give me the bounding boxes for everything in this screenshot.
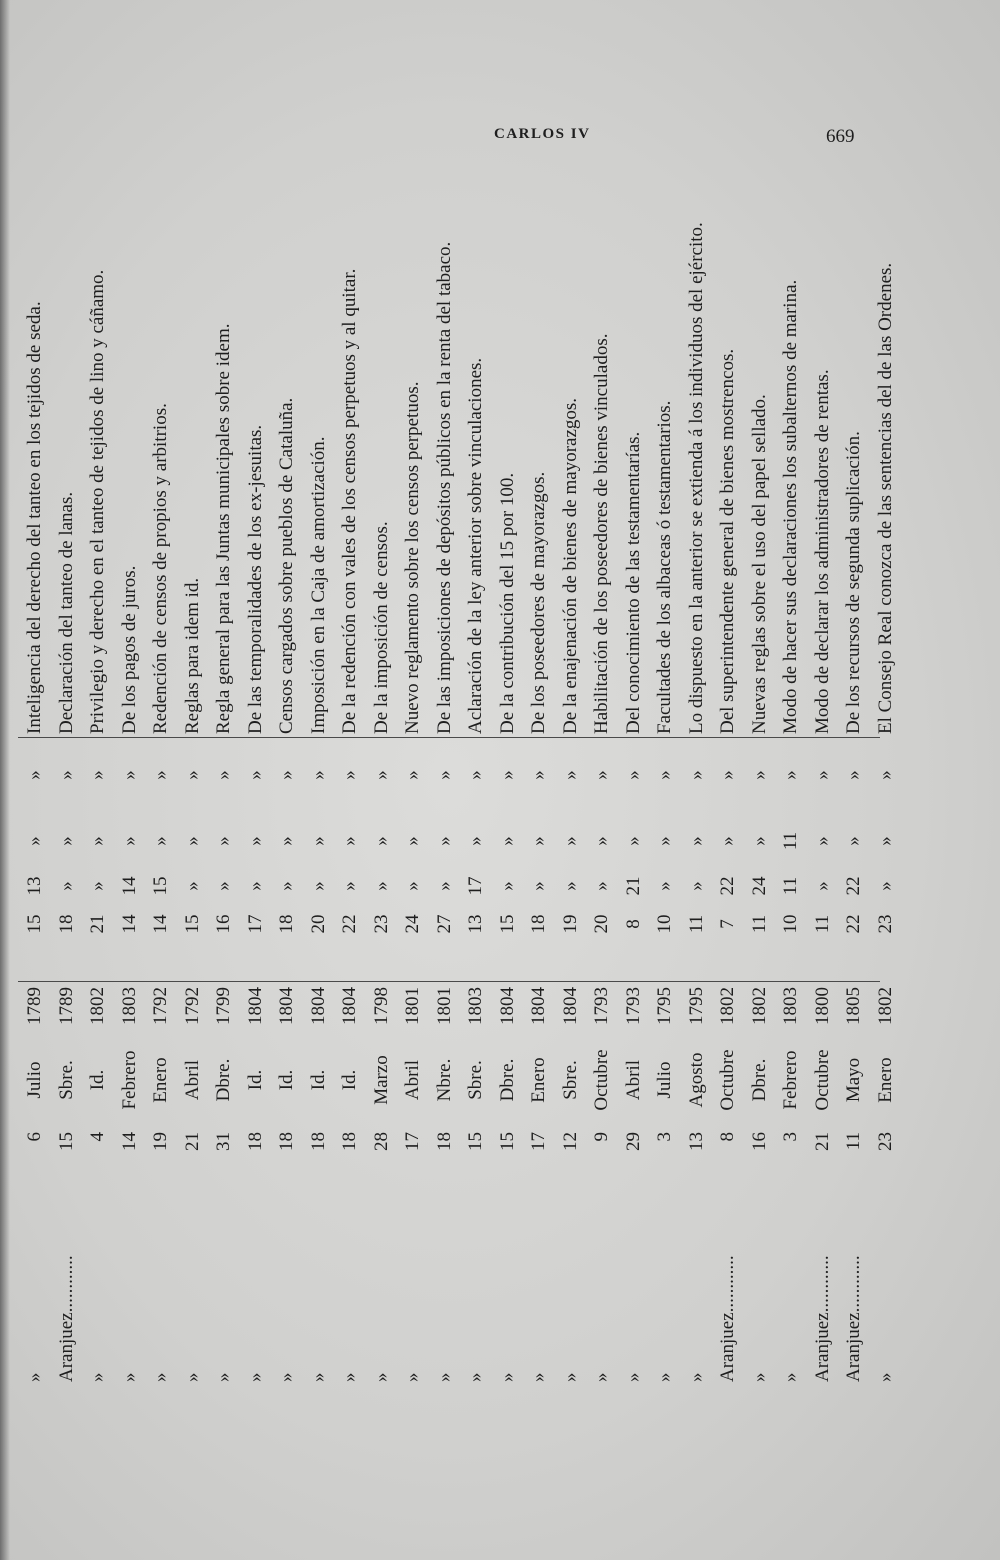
cell-subject: Del superintendente general de bienes mostrencos. bbox=[717, 348, 738, 734]
cell-nota: » bbox=[150, 770, 171, 780]
cell-nota: » bbox=[339, 770, 360, 780]
cell-year: 1801 bbox=[402, 987, 423, 1025]
cell-year: 1795 bbox=[685, 987, 707, 1025]
cell-ley: 13 bbox=[465, 914, 486, 934]
cell-nota: » bbox=[811, 770, 833, 780]
cell-place: Aranjuez............ bbox=[811, 1255, 833, 1382]
cell-ley: 15 bbox=[24, 914, 45, 934]
cell-year: 1804 bbox=[307, 987, 329, 1025]
table-row bbox=[806, 0, 840, 1560]
cell-ley: 11 bbox=[685, 914, 707, 934]
cell-month: Sbre. bbox=[465, 1060, 486, 1100]
cell-lib: » bbox=[811, 836, 833, 846]
cell-month: Octubre bbox=[591, 1049, 612, 1111]
cell-lib: » bbox=[496, 836, 518, 846]
cell-tit: 21 bbox=[622, 876, 644, 896]
cell-tit: » bbox=[559, 881, 581, 891]
cell-tit: » bbox=[55, 881, 77, 891]
cell-lib: » bbox=[370, 836, 392, 846]
cell-month: Febrero bbox=[118, 1050, 140, 1110]
table-row bbox=[333, 0, 367, 1560]
cell-ley: 19 bbox=[559, 914, 581, 934]
cell-place: » bbox=[213, 1372, 234, 1382]
cell-place: » bbox=[181, 1372, 203, 1382]
table-row bbox=[270, 0, 304, 1560]
cell-subject: Lo dispuesto en la anterior se extienda á los individuos del ejército. bbox=[685, 222, 707, 734]
cell-lib: » bbox=[87, 836, 108, 846]
page-number: 669 bbox=[826, 126, 855, 147]
cell-tit: » bbox=[528, 881, 549, 891]
cell-day: 18 bbox=[307, 1132, 329, 1151]
cell-year: 1804 bbox=[244, 987, 266, 1025]
cell-day: 21 bbox=[181, 1132, 203, 1151]
table-row bbox=[869, 0, 903, 1560]
cell-year: 1802 bbox=[87, 987, 108, 1025]
cell-lib: » bbox=[339, 836, 360, 846]
table-row bbox=[18, 0, 52, 1560]
cell-month: Julio bbox=[654, 1061, 675, 1099]
cell-nota: » bbox=[748, 770, 770, 780]
cell-tit: 22 bbox=[717, 876, 738, 896]
cell-subject: Censos cargados sobre pueblos de Cataluña. bbox=[276, 397, 297, 734]
table-row bbox=[50, 0, 84, 1560]
cell-ley: 14 bbox=[118, 914, 140, 934]
cell-place: » bbox=[150, 1372, 171, 1382]
cell-ley: 10 bbox=[780, 914, 801, 934]
cell-ley: 22 bbox=[843, 914, 864, 934]
cell-subject: De las imposiciones de depósitos públicos en la renta del tabaco. bbox=[433, 241, 455, 734]
cell-year: 1789 bbox=[55, 987, 77, 1025]
cell-month: Id. bbox=[307, 1069, 329, 1091]
cell-place: » bbox=[528, 1372, 549, 1382]
table-row bbox=[711, 0, 745, 1560]
cell-subject: De la redención con vales de los censos perpetuos y al quitar. bbox=[339, 268, 360, 734]
cell-month: Enero bbox=[528, 1057, 549, 1103]
cell-lib: » bbox=[654, 836, 675, 846]
cell-day: 11 bbox=[843, 1132, 864, 1151]
cell-tit: » bbox=[276, 881, 297, 891]
cell-place: » bbox=[276, 1372, 297, 1382]
cell-year: 1802 bbox=[748, 987, 770, 1025]
cell-day: 21 bbox=[811, 1132, 833, 1151]
cell-tit: 24 bbox=[748, 876, 770, 896]
cell-day: 17 bbox=[402, 1132, 423, 1151]
cell-year: 1798 bbox=[370, 987, 392, 1025]
cell-tit: » bbox=[307, 881, 329, 891]
cell-ley: 23 bbox=[370, 914, 392, 934]
cell-tit: 15 bbox=[150, 876, 171, 896]
table-row bbox=[648, 0, 682, 1560]
cell-lib: » bbox=[402, 836, 423, 846]
cell-place: » bbox=[118, 1372, 140, 1382]
cell-month: Dbre. bbox=[496, 1058, 518, 1102]
cell-day: 3 bbox=[654, 1132, 675, 1142]
cell-day: 18 bbox=[276, 1132, 297, 1151]
cell-month: Agosto bbox=[685, 1052, 707, 1108]
cell-lib: » bbox=[874, 836, 896, 846]
cell-year: 1792 bbox=[150, 987, 171, 1025]
cell-nota: » bbox=[465, 770, 486, 780]
cell-lib: » bbox=[213, 836, 234, 846]
cell-nota: » bbox=[87, 770, 108, 780]
cell-day: 28 bbox=[370, 1132, 392, 1151]
cell-ley: 21 bbox=[87, 914, 108, 934]
cell-nota: » bbox=[654, 770, 675, 780]
table-row bbox=[176, 0, 210, 1560]
cell-place: » bbox=[748, 1372, 770, 1382]
cell-ley: 15 bbox=[181, 914, 203, 934]
cell-lib: 11 bbox=[780, 831, 801, 851]
cell-day: 18 bbox=[433, 1132, 455, 1151]
cell-lib: » bbox=[181, 836, 203, 846]
cell-ley: 11 bbox=[748, 914, 770, 934]
cell-subject: Modo de hacer sus declaraciones los subalternos de marina. bbox=[780, 279, 801, 734]
cell-lib: » bbox=[528, 836, 549, 846]
cell-day: 3 bbox=[780, 1132, 801, 1142]
cell-place: » bbox=[244, 1372, 266, 1382]
cell-day: 31 bbox=[213, 1132, 234, 1151]
cell-day: 15 bbox=[55, 1132, 77, 1151]
cell-year: 1793 bbox=[591, 987, 612, 1025]
cell-subject: Habilitación de los poseedores de bienes vinculados. bbox=[591, 333, 612, 734]
cell-day: 6 bbox=[24, 1132, 45, 1142]
cell-subject: El Consejo Real conozca de las sentencias del de las Ordenes. bbox=[874, 262, 896, 734]
cell-tit: 22 bbox=[843, 876, 864, 896]
cell-place: » bbox=[307, 1372, 329, 1382]
cell-tit: » bbox=[339, 881, 360, 891]
cell-year: 1804 bbox=[528, 987, 549, 1025]
cell-year: 1795 bbox=[654, 987, 675, 1025]
table-row bbox=[396, 0, 430, 1560]
cell-year: 1804 bbox=[276, 987, 297, 1025]
cell-month: Febrero bbox=[780, 1050, 801, 1110]
table-row bbox=[585, 0, 619, 1560]
cell-month: Octubre bbox=[811, 1049, 833, 1111]
table-row bbox=[459, 0, 493, 1560]
cell-lib: » bbox=[244, 836, 266, 846]
cell-lib: » bbox=[465, 836, 486, 846]
cell-lib: » bbox=[150, 836, 171, 846]
cell-month: Id. bbox=[244, 1069, 266, 1091]
cell-subject: Aclaración de la ley anterior sobre vinculaciones. bbox=[465, 357, 486, 734]
cell-subject: Del conocimiento de las testamentarías. bbox=[622, 431, 644, 734]
cell-ley: 18 bbox=[528, 914, 549, 934]
cell-nota: » bbox=[402, 770, 423, 780]
cell-tit: » bbox=[433, 881, 455, 891]
cell-day: 19 bbox=[150, 1132, 171, 1151]
table-row bbox=[144, 0, 178, 1560]
cell-nota: » bbox=[213, 770, 234, 780]
cell-place: Aranjuez............ bbox=[55, 1255, 77, 1382]
running-title: CARLOS IV bbox=[494, 126, 591, 142]
cell-nota: » bbox=[843, 770, 864, 780]
cell-tit: » bbox=[87, 881, 108, 891]
cell-nota: » bbox=[370, 770, 392, 780]
cell-place: » bbox=[370, 1372, 392, 1382]
cell-tit: 17 bbox=[465, 876, 486, 896]
table-row bbox=[207, 0, 241, 1560]
table-row bbox=[774, 0, 808, 1560]
cell-ley: 7 bbox=[717, 919, 738, 929]
cell-ley: 23 bbox=[874, 914, 896, 934]
cell-nota: » bbox=[433, 770, 455, 780]
cell-place: » bbox=[654, 1372, 675, 1382]
cell-place: » bbox=[24, 1372, 45, 1382]
table-row bbox=[302, 0, 336, 1560]
cell-day: 4 bbox=[87, 1132, 108, 1142]
cell-nota: » bbox=[591, 770, 612, 780]
cell-subject: Regla general para las Juntas municipales sobre idem. bbox=[213, 323, 234, 734]
cell-day: 17 bbox=[528, 1132, 549, 1151]
table-row bbox=[617, 0, 651, 1560]
cell-nota: » bbox=[874, 770, 896, 780]
cell-subject: Inteligencia del derecho del tanteo en los tejidos de seda. bbox=[24, 301, 45, 734]
table-row bbox=[81, 0, 115, 1560]
cell-place: » bbox=[402, 1372, 423, 1382]
cell-year: 1803 bbox=[118, 987, 140, 1025]
cell-subject: Reglas para idem id. bbox=[181, 577, 203, 734]
cell-month: Id. bbox=[276, 1069, 297, 1091]
cell-day: 9 bbox=[591, 1132, 612, 1142]
cell-month: Dbre. bbox=[213, 1058, 234, 1102]
cell-ley: 22 bbox=[339, 914, 360, 934]
cell-subject: Nuevo reglamento sobre los censos perpetuos. bbox=[402, 381, 423, 734]
table-row bbox=[680, 0, 714, 1560]
cell-ley: 27 bbox=[433, 914, 455, 934]
cell-lib: » bbox=[559, 836, 581, 846]
cell-tit: » bbox=[244, 881, 266, 891]
cell-lib: » bbox=[118, 836, 140, 846]
cell-tit: 14 bbox=[118, 876, 140, 896]
cell-ley: 15 bbox=[496, 914, 518, 934]
cell-day: 16 bbox=[748, 1132, 770, 1151]
cell-ley: 10 bbox=[654, 914, 675, 934]
cell-subject: Facultades de los albaceas ó testamentarios. bbox=[654, 400, 675, 734]
table-row bbox=[743, 0, 777, 1560]
cell-month: Sbre. bbox=[559, 1060, 581, 1100]
cell-tit: » bbox=[874, 881, 896, 891]
cell-ley: 18 bbox=[55, 914, 77, 934]
cell-year: 1804 bbox=[339, 987, 360, 1025]
cell-tit: » bbox=[685, 881, 707, 891]
cell-tit: » bbox=[496, 881, 518, 891]
cell-ley: 20 bbox=[307, 914, 329, 934]
cell-tit: 13 bbox=[24, 876, 45, 896]
cell-tit: 11 bbox=[780, 876, 801, 896]
cell-place: » bbox=[559, 1372, 581, 1382]
cell-subject: De los poseedores de mayorazgos. bbox=[528, 471, 549, 734]
cell-subject: De los recursos de segunda suplicación. bbox=[843, 431, 864, 734]
cell-day: 18 bbox=[244, 1132, 266, 1151]
cell-subject: De las temporalidades de los ex-jesuitas. bbox=[244, 424, 266, 734]
cell-nota: » bbox=[622, 770, 644, 780]
cell-ley: 18 bbox=[276, 914, 297, 934]
cell-month: Abril bbox=[402, 1059, 423, 1101]
cell-tit: » bbox=[811, 881, 833, 891]
cell-year: 1799 bbox=[213, 987, 234, 1025]
cell-month: Julio bbox=[24, 1061, 45, 1099]
cell-day: 18 bbox=[339, 1132, 360, 1151]
cell-lib: » bbox=[591, 836, 612, 846]
cell-month: Id. bbox=[339, 1069, 360, 1091]
cell-lib: » bbox=[843, 836, 864, 846]
cell-nota: » bbox=[528, 770, 549, 780]
cell-nota: » bbox=[118, 770, 140, 780]
cell-subject: Modo de declarar los administradores de rentas. bbox=[811, 369, 833, 734]
cell-place: » bbox=[87, 1372, 108, 1382]
cell-place: » bbox=[780, 1372, 801, 1382]
table-row bbox=[554, 0, 588, 1560]
cell-subject: Imposición en la Caja de amortización. bbox=[307, 436, 329, 734]
cell-place: » bbox=[496, 1372, 518, 1382]
cell-month: Abril bbox=[622, 1059, 644, 1101]
cell-day: 23 bbox=[874, 1132, 896, 1151]
cell-year: 1805 bbox=[843, 987, 864, 1025]
cell-tit: » bbox=[370, 881, 392, 891]
table-row bbox=[837, 0, 871, 1560]
cell-nota: » bbox=[496, 770, 518, 780]
cell-tit: » bbox=[213, 881, 234, 891]
cell-ley: 20 bbox=[591, 914, 612, 934]
cell-day: 12 bbox=[559, 1132, 581, 1151]
cell-month: Id. bbox=[87, 1069, 108, 1091]
table-row bbox=[428, 0, 462, 1560]
table-row bbox=[365, 0, 399, 1560]
cell-lib: » bbox=[717, 836, 738, 846]
cell-ley: 17 bbox=[244, 914, 266, 934]
cell-lib: » bbox=[685, 836, 707, 846]
table-row bbox=[113, 0, 147, 1560]
cell-place: Aranjuez............ bbox=[843, 1255, 864, 1382]
cell-nota: » bbox=[717, 770, 738, 780]
table-row bbox=[239, 0, 273, 1560]
cell-year: 1793 bbox=[622, 987, 644, 1025]
cell-place: » bbox=[433, 1372, 455, 1382]
cell-lib: » bbox=[55, 836, 77, 846]
cell-day: 15 bbox=[465, 1132, 486, 1151]
cell-subject: Declaración del tanteo de lanas. bbox=[55, 491, 77, 734]
cell-lib: » bbox=[307, 836, 329, 846]
table-row bbox=[522, 0, 556, 1560]
cell-nota: » bbox=[559, 770, 581, 780]
cell-subject: Privilegio y derecho en el tanteo de tejidos de lino y cáñamo. bbox=[87, 269, 108, 734]
cell-year: 1789 bbox=[24, 987, 45, 1025]
cell-month: Octubre bbox=[717, 1049, 738, 1111]
cell-nota: » bbox=[55, 770, 77, 780]
cell-subject: De la imposición de censos. bbox=[370, 521, 392, 734]
cell-ley: 14 bbox=[150, 914, 171, 934]
table-row bbox=[491, 0, 525, 1560]
cell-month: Mayo bbox=[843, 1057, 864, 1103]
cell-place: » bbox=[591, 1372, 612, 1382]
cell-tit: » bbox=[402, 881, 423, 891]
cell-place: » bbox=[339, 1372, 360, 1382]
cell-ley: 16 bbox=[213, 914, 234, 934]
cell-subject: Redención de censos de propios y arbitrios. bbox=[150, 403, 171, 734]
cell-year: 1803 bbox=[780, 987, 801, 1025]
cell-lib: » bbox=[276, 836, 297, 846]
cell-tit: » bbox=[591, 881, 612, 891]
cell-subject: Nuevas reglas sobre el uso del papel sellado. bbox=[748, 394, 770, 734]
cell-subject: De los pagos de juros. bbox=[118, 565, 140, 734]
cell-place: Aranjuez............ bbox=[717, 1255, 738, 1382]
cell-nota: » bbox=[780, 770, 801, 780]
cell-place: » bbox=[874, 1372, 896, 1382]
cell-lib: » bbox=[433, 836, 455, 846]
cell-lib: » bbox=[24, 836, 45, 846]
cell-nota: » bbox=[244, 770, 266, 780]
cell-place: » bbox=[622, 1372, 644, 1382]
cell-day: 13 bbox=[685, 1132, 707, 1151]
cell-subject: De la contribución del 15 por 100. bbox=[496, 472, 518, 734]
cell-month: Enero bbox=[874, 1057, 896, 1103]
cell-nota: » bbox=[24, 770, 45, 780]
cell-month: Enero bbox=[150, 1057, 171, 1103]
cell-year: 1792 bbox=[181, 987, 203, 1025]
cell-nota: » bbox=[181, 770, 203, 780]
cell-year: 1800 bbox=[811, 987, 833, 1025]
cell-place: » bbox=[465, 1372, 486, 1382]
cell-year: 1803 bbox=[465, 987, 486, 1025]
cell-year: 1801 bbox=[433, 987, 455, 1025]
cell-ley: 24 bbox=[402, 914, 423, 934]
cell-year: 1804 bbox=[559, 987, 581, 1025]
cell-tit: » bbox=[654, 881, 675, 891]
cell-tit: » bbox=[181, 881, 203, 891]
cell-month: Nbre. bbox=[433, 1058, 455, 1102]
cell-year: 1804 bbox=[496, 987, 518, 1025]
cell-lib: » bbox=[622, 836, 644, 846]
cell-subject: De la enajenación de bienes de mayorazgos. bbox=[559, 397, 581, 734]
cell-month: Marzo bbox=[370, 1055, 392, 1105]
cell-year: 1802 bbox=[874, 987, 896, 1025]
cell-day: 29 bbox=[622, 1132, 644, 1151]
cell-ley: 8 bbox=[622, 919, 644, 929]
cell-nota: » bbox=[685, 770, 707, 780]
cell-day: 8 bbox=[717, 1132, 738, 1142]
cell-month: Dbre. bbox=[748, 1058, 770, 1102]
cell-day: 14 bbox=[118, 1132, 140, 1151]
cell-lib: » bbox=[748, 836, 770, 846]
cell-nota: » bbox=[276, 770, 297, 780]
cell-month: Sbre. bbox=[55, 1060, 77, 1100]
cell-month: Abril bbox=[181, 1059, 203, 1101]
cell-place: » bbox=[685, 1372, 707, 1382]
cell-ley: 11 bbox=[811, 914, 833, 934]
cell-year: 1802 bbox=[717, 987, 738, 1025]
cell-nota: » bbox=[307, 770, 329, 780]
cell-day: 15 bbox=[496, 1132, 518, 1151]
